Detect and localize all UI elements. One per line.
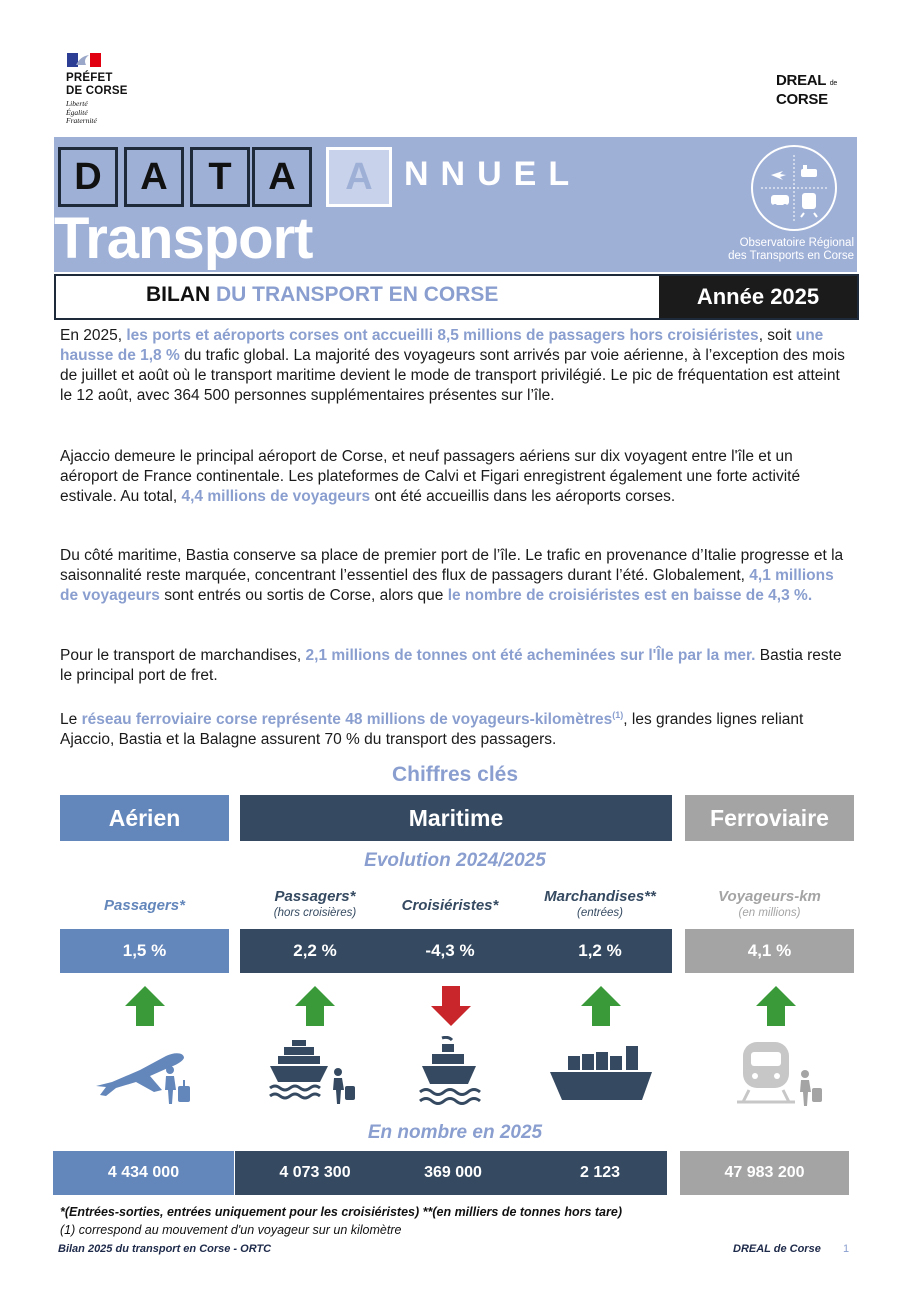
label-text: Marchandises** <box>544 888 656 905</box>
count-heading: En nombre en 2025 <box>367 1122 543 1143</box>
label-rail <box>685 888 854 922</box>
count-air: 4 434 000 <box>53 1151 234 1195</box>
count-sea-bar <box>235 1151 667 1195</box>
label-note: (entrées) <box>576 907 624 919</box>
report-title <box>146 283 498 307</box>
text: En 2025, <box>60 327 127 344</box>
highlight-freight: 2,1 millions de tonnes ont été acheminées sur l'Île par la mer. <box>305 647 756 664</box>
arrow-up-icon <box>294 985 336 1027</box>
dreal-logo <box>776 73 837 108</box>
motto-liberte: Liberté <box>66 99 88 108</box>
prefet-line-1: PRÉFET <box>66 72 113 84</box>
evolution-sea-bar <box>240 929 672 973</box>
banner-letter-d: D <box>58 147 118 207</box>
arrow-up-icon <box>755 985 797 1027</box>
text: Du côté maritime, Bastia conserve sa place de premier port de l’île. Le trafic en provenance d’Italie progresse et la saisonnalité reste marquée, concentrant l’essentiel des flux de passagers durant l’été. Globalement, <box>60 547 844 584</box>
footer-left: Bilan 2025 du transport en Corse - ORTC <box>58 1243 272 1255</box>
text: , soit <box>758 327 796 344</box>
footer-right: DREAL de Corse <box>733 1243 821 1255</box>
label-goods <box>525 888 675 922</box>
prefet-line-2: DE CORSE <box>66 85 128 97</box>
highlight-growth: une hausse de 1,8 % <box>60 327 824 364</box>
banner-letter-a2: A <box>252 147 312 207</box>
text: du trafic global. La majorité des voyageurs sont arrivés par voie aérienne, à l’exception des mois de juillet et août où le transport maritime devient le mode de transport privilégié. Le pic de fréquentation est atteint le 12 août, avec 364 500 personnes supplémentaires présentes sur l’île. <box>60 347 845 404</box>
text: ont été accueillis dans les aéroports corses. <box>370 488 676 505</box>
highlight-rail: réseau ferroviaire corse représente 48 millions de voyageurs-kilomètres <box>81 711 613 729</box>
text: Ajaccio demeure le principal aéroport de Corse, et neuf passagers aériens sur dix voyagent entre l'île et un aéroport de France continentale. Les plateformes de Calvi et Figari enregistrent également une forte activité estivale. Au total, <box>60 448 801 505</box>
label-note: (hors croisières) <box>273 907 357 919</box>
evolution-cruise: -4,3 % <box>425 941 475 960</box>
banner-letter-t: T <box>190 147 250 207</box>
evolution-air: 1,5 % <box>60 929 229 973</box>
motto-fraternite: Fraternité <box>66 116 97 125</box>
paragraph-freight <box>60 646 850 686</box>
dreal-text: DREAL <box>776 72 826 89</box>
count-rail: 47 983 200 <box>680 1151 849 1195</box>
label-air-passengers <box>60 897 229 914</box>
paragraph-overview <box>60 326 850 406</box>
evolution-sea-passengers: 2,2 % <box>293 941 337 960</box>
cargo-ship-icon <box>548 1044 654 1102</box>
page-number: 1 <box>843 1243 850 1255</box>
arrow-up-icon <box>124 985 166 1027</box>
title-bilan: BILAN <box>146 283 211 306</box>
text: Le <box>60 711 82 729</box>
category-air: Aérien <box>60 795 229 841</box>
banner-letter-a1: A <box>124 147 184 207</box>
cruise-ship-icon <box>418 1036 482 1108</box>
highlight-cruise: le nombre de croisiéristes est en baisse de 4,3 %. <box>447 587 813 604</box>
ferry-traveler-icon <box>268 1038 358 1106</box>
highlight-air-travellers: 4,4 millions de voyageurs <box>181 488 371 505</box>
highlight-sea-travellers: 4,1 millions de voyageurs <box>60 567 834 604</box>
evolution-rail: 4,1 % <box>685 929 854 973</box>
label-text: Croisiéristes* <box>401 897 499 914</box>
text: Pour le transport de marchandises, <box>60 647 306 664</box>
paragraph-air <box>60 447 850 507</box>
label-text: Passagers* <box>274 888 356 905</box>
dreal-corse-text: CORSE <box>776 91 828 108</box>
count-cruise: 369 000 <box>424 1164 482 1181</box>
footnote-1: *(Entrées-sorties, entrées uniquement pour les croisiéristes) **(en milliers de tonnes hors tare) <box>60 1205 622 1219</box>
text: , les grandes lignes reliant Ajaccio, Bastia et la Balagne assurent 70 % du transport des passagers. <box>60 711 804 749</box>
arrow-down-icon <box>430 985 472 1027</box>
evolution-heading: Evolution 2024/2025 <box>364 850 546 871</box>
title-bar <box>54 274 859 320</box>
paragraph-rail <box>60 705 850 750</box>
observatoire-label <box>694 237 854 263</box>
paragraph-sea <box>60 546 850 606</box>
motto-egalite: Égalité <box>66 107 88 117</box>
title-rest: DU TRANSPORT EN CORSE <box>216 283 499 306</box>
observatoire-logo-icon <box>749 143 839 233</box>
category-sea: Maritime <box>240 795 672 841</box>
label-note: (en millions) <box>738 907 801 919</box>
dreal-de-text: de <box>829 80 837 87</box>
footnote-ref: (1) <box>612 710 624 720</box>
label-sea-passengers <box>240 888 390 922</box>
observatoire-line-1: Observatoire Régional <box>739 237 854 249</box>
label-cruise <box>380 897 520 914</box>
key-figures-heading: Chiffres clés <box>391 763 519 786</box>
arrow-up-icon <box>580 985 622 1027</box>
footnote-2: (1) correspond au mouvement d'un voyageur sur un kilomètre <box>60 1223 402 1237</box>
evolution-goods: 1,2 % <box>578 941 622 960</box>
text: sont entrés ou sortis de Corse, alors que <box>159 587 448 604</box>
banner-annuel: NNUEL <box>404 155 582 193</box>
republic-motto <box>66 100 97 126</box>
report-year: Année 2025 <box>659 276 857 318</box>
count-goods: 2 123 <box>579 1164 621 1181</box>
banner-letter-a3: A <box>326 147 392 207</box>
prefet-wordmark <box>66 72 128 98</box>
label-text: Passagers* <box>104 897 185 914</box>
category-rail: Ferroviaire <box>685 795 854 841</box>
marianne-logo-icon <box>67 53 101 67</box>
banner <box>54 137 857 272</box>
airplane-traveler-icon <box>92 1040 200 1106</box>
highlight-passengers: les ports et aéroports corses ont accueilli 8,5 millions de passagers hors croisiéristes <box>126 327 759 344</box>
banner-transport: Transport <box>54 206 313 271</box>
observatoire-line-2: des Transports en Corse <box>728 250 854 262</box>
train-traveler-icon <box>735 1036 825 1108</box>
count-sea-passengers: 4 073 300 <box>279 1164 351 1181</box>
text: Bastia reste le principal port de fret. <box>60 647 842 684</box>
label-text: Voyageurs-km <box>718 888 821 905</box>
